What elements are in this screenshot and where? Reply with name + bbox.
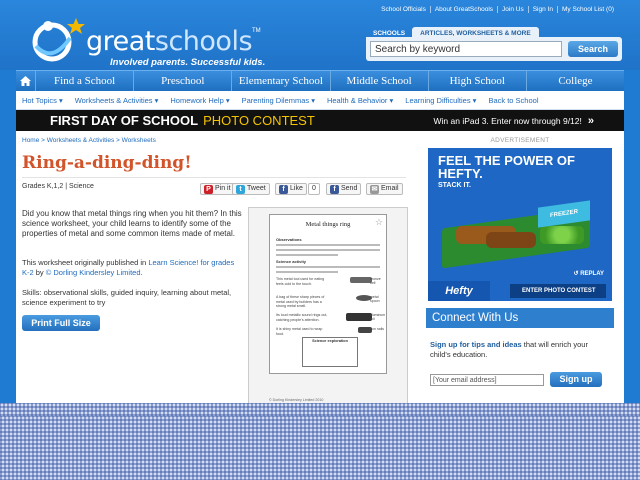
subnav-back-to-school[interactable]: Back to School [488, 95, 539, 105]
worksheet-section-observations: Observations [276, 237, 302, 242]
send-label: Send [341, 185, 358, 192]
signup-button[interactable]: Sign up [550, 372, 602, 387]
tweet-button[interactable] [232, 183, 270, 195]
publisher-link[interactable]: © Dorling Kindersley Limited [45, 268, 141, 277]
email-label: Email [381, 185, 399, 192]
facebook-icon: f [279, 185, 288, 194]
link-join-us[interactable]: Join Us [497, 6, 528, 13]
worksheet-description: Did you know that metal things ring when you hit them? In this science worksheet, your child learns to identify some of the properties of metal and some common items made of metal. [22, 209, 242, 238]
nav-middle-school[interactable]: Middle School [331, 71, 429, 91]
ad-image [442, 196, 598, 276]
origin-end: . [140, 268, 143, 277]
science-exploration-title: Science exploration [312, 339, 348, 343]
image-noise-band [0, 416, 640, 480]
banner-title: FIRST DAY OF SCHOOL [50, 113, 199, 128]
logo-mark-icon [30, 16, 88, 62]
link-sign-in[interactable]: Sign In [528, 6, 557, 13]
subnav-homework-help[interactable]: Homework Help ▾ [170, 95, 230, 105]
book-link[interactable]: Learn Science! for grades K-2 [22, 258, 235, 277]
greatschools-logo[interactable] [30, 12, 270, 67]
article-content [16, 131, 416, 416]
worksheet-preview[interactable] [248, 207, 408, 417]
worksheet-item: A bag of these sharp pieces of metal used by builders has a strong metal smell. [276, 295, 325, 308]
breadcrumb-worksheets[interactable]: Worksheets [121, 137, 156, 144]
search-bar [366, 37, 622, 61]
send-icon: f [330, 185, 339, 194]
worksheet-item: Its loud metallic sound rings out, catching people's attention. [276, 313, 328, 322]
worksheet-label: iron nails [370, 327, 385, 331]
hefty-logo: Hefty [428, 281, 490, 301]
signup-rest: that will enrich your child's education. [430, 340, 588, 359]
email-input[interactable]: [Your email address] [430, 374, 544, 386]
connect-heading: Connect With Us [426, 308, 614, 328]
link-about[interactable]: About GreatSchools [430, 6, 497, 13]
worksheet-copyright: © Dorling Kindersley Limited 2010 [269, 398, 324, 402]
breadcrumb-separator: > [41, 137, 45, 144]
home-button[interactable] [16, 71, 36, 91]
search-button[interactable]: Search [568, 41, 618, 57]
breadcrumb-home[interactable]: Home [22, 137, 40, 144]
link-school-officials[interactable]: School Officials [381, 6, 426, 13]
link-my-school-list[interactable]: My School List (0) [557, 6, 618, 13]
worksheet-origin [22, 258, 242, 278]
subnav-parenting-dilemmas[interactable]: Parenting Dilemmas ▾ [241, 95, 315, 105]
ad-freezer-label: FREEZER [538, 200, 590, 227]
worksheet-page [269, 214, 387, 374]
email-button[interactable] [366, 183, 403, 195]
send-button[interactable] [326, 183, 361, 195]
subnav-learning-difficulties[interactable]: Learning Difficulties ▾ [405, 95, 477, 105]
banner-title-accent: PHOTO CONTEST [203, 113, 315, 128]
facebook-like-button[interactable] [275, 183, 307, 195]
pinterest-icon: P [204, 185, 213, 194]
main-nav [16, 70, 624, 91]
logo-wordmark: greatschools [86, 26, 253, 57]
worksheet-section-activity: Science activity [276, 259, 307, 264]
signup-bold: Sign up for tips and ideas [430, 340, 522, 349]
breadcrumb-separator: > [116, 137, 120, 144]
ad-enter-contest-button[interactable]: ENTER PHOTO CONTEST [510, 284, 606, 298]
banner-arrow-icon: » [587, 114, 594, 127]
page-title: Ring-a-ding-ding! [22, 153, 192, 173]
tweet-label: Tweet [247, 185, 266, 192]
like-label: Like [290, 185, 303, 192]
like-count: 0 [308, 183, 320, 195]
science-exploration-box [302, 337, 358, 367]
subnav-worksheets[interactable]: Worksheets & Activities ▾ [74, 95, 159, 105]
worksheet-label: bronze bell [370, 277, 381, 285]
logo-tagline: Involved parents. Successful kids. [110, 57, 266, 68]
nav-college[interactable]: College [558, 75, 593, 87]
photo-contest-banner[interactable] [16, 110, 624, 131]
twitter-icon: t [236, 185, 245, 194]
nav-find-a-school[interactable]: Find a School [36, 71, 134, 91]
breadcrumb-worksheets-activities[interactable]: Worksheets & Activities [46, 137, 115, 144]
pinterest-label: Pin it [215, 185, 231, 192]
worksheet-item: This metal tool used for eating feels cold to the touch. [276, 277, 325, 286]
divider [22, 177, 406, 178]
hefty-advertisement[interactable] [428, 148, 612, 301]
tab-schools[interactable]: SCHOOLS [373, 30, 406, 37]
foil-image [346, 313, 372, 321]
origin-by: by [33, 268, 46, 277]
ad-replay-button[interactable]: ↺ REPLAY [573, 271, 604, 277]
advertisement-label: ADVERTISEMENT [490, 137, 550, 144]
search-input[interactable]: Search by keyword [370, 41, 562, 57]
ad-headline: FEEL THE POWER OF HEFTY. [438, 153, 575, 181]
logo-trademark: TM [252, 28, 261, 34]
subnav-hot-topics[interactable]: Hot Topics ▾ [22, 95, 63, 105]
worksheet-label: metal spoon [370, 295, 380, 303]
grades-subject: Grades K,1,2 | Science [22, 183, 94, 190]
worksheet-item: It is shiny metal used to wrap food. [276, 327, 323, 336]
nav-preschool[interactable]: Preschool [134, 71, 232, 91]
top-links [377, 6, 618, 13]
envelope-icon: ✉ [371, 185, 378, 193]
banner-promo: Win an iPad 3. Enter now through 9/12! [433, 115, 582, 126]
signup-text [430, 340, 610, 360]
nav-elementary-school[interactable]: Elementary School [232, 71, 330, 91]
ad-subheadline: STACK IT. [438, 182, 471, 189]
sidebar [416, 131, 624, 416]
bell-image [350, 277, 372, 283]
subnav-health-behavior[interactable]: Health & Behavior ▾ [326, 95, 394, 105]
worksheet-skills: Skills: observational skills, guided inquiry, learning about metal, science experiment to try [22, 288, 232, 307]
worksheet-label: aluminum foil [370, 313, 386, 321]
sub-nav [16, 91, 624, 110]
origin-prefix: This worksheet originally published in [22, 258, 149, 267]
star-icon: ☆ [374, 217, 383, 227]
worksheet-title: Metal things ring [305, 221, 351, 228]
pinterest-button[interactable] [200, 183, 235, 195]
nav-high-school[interactable]: High School [429, 71, 527, 91]
breadcrumb [22, 137, 156, 144]
home-icon [20, 76, 31, 86]
tab-articles[interactable]: ARTICLES, WORKSHEETS & MORE [412, 27, 539, 40]
worksheet-text [276, 235, 380, 276]
print-full-size-button[interactable]: Print Full Size [22, 315, 100, 331]
